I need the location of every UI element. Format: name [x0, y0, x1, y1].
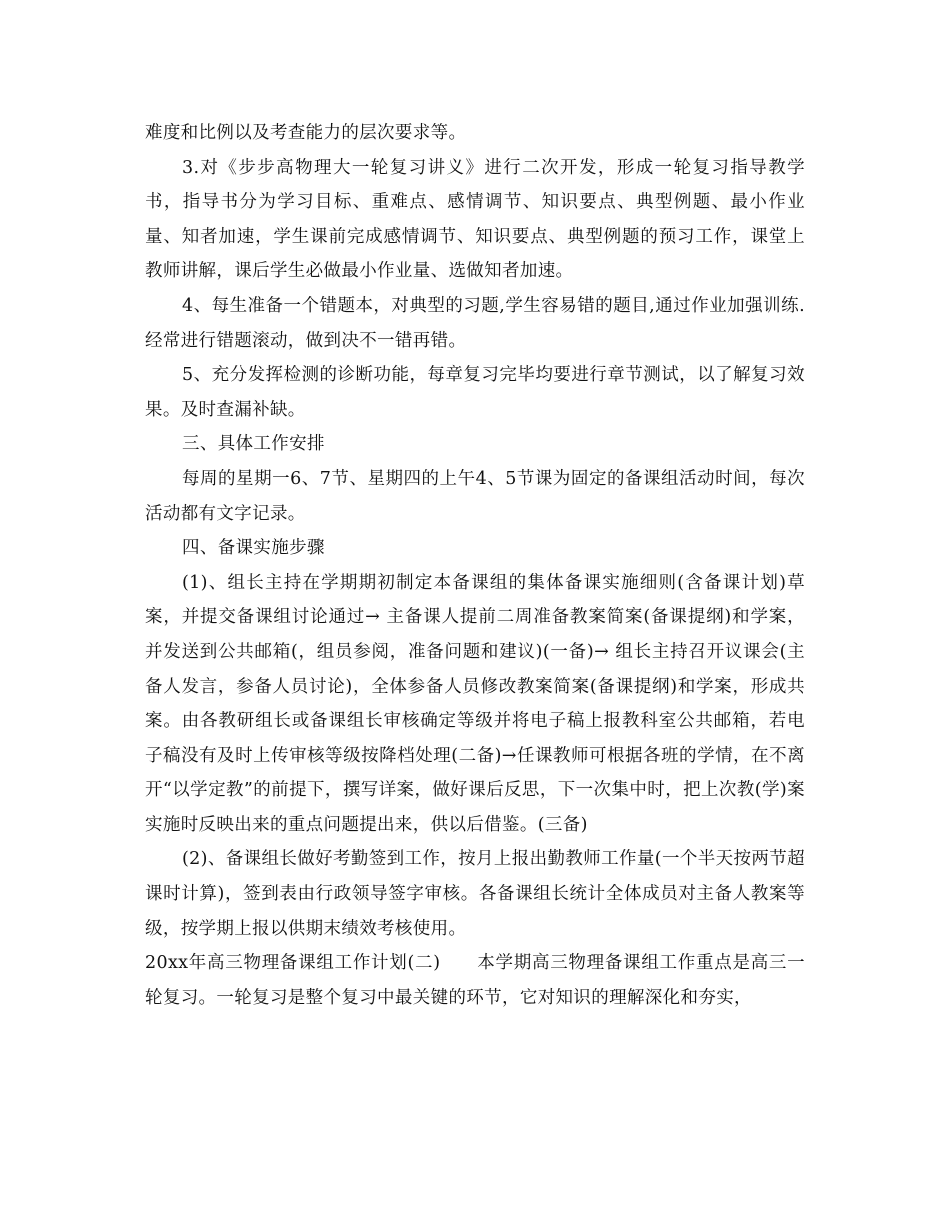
section-heading-4: 四、备课实施步骤 [182, 538, 325, 559]
paragraph-3: 4、每生准备一个错题本，对典型的习题,学生容易错的题目,通过作业加强训练.经常进行错题滚动，做到决不一错再错。 [145, 295, 805, 351]
paragraph-5: 每周的星期一6、7节、星期四的上午4、5节课为固定的备课组活动时间，每次活动都有文字记录。 [145, 468, 805, 524]
paragraph-7: (2)、备课组长做好考勤签到工作，按月上报出勤教师工作量(一个半天按两节超课时计算)，签到表由行政领导签字审核。各备课组长统计全体成员对主备人教案等级，按学期上报以供期末绩效考核使用。 [145, 849, 805, 939]
paragraph-1: 难度和比例以及考查能力的层次要求等。 [145, 123, 467, 143]
document-body [145, 116, 805, 1015]
paragraph-4: 5、充分发挥检测的诊断功能，每章复习完毕均要进行章节测试，以了解复习效果。及时查漏补缺。 [145, 365, 805, 420]
section-heading-3: 三、具体工作安排 [182, 434, 325, 455]
paragraph-6: (1)、组长主持在学期期初制定本备课组的集体备课实施细则(含备课计划)草案，并提交备课组讨论通过→ 主备课人提前二周准备教案简案(备课提纲)和学案，并发送到公共邮箱(，组员参阅，准备问题和建议)(一备)→ 组长主持召开议课会(主备人发言，参备人员讨论)，全体参备人员修改教案简案(备课提纲)和学案，形成共案。由各教研组长或备课组长审核确定等级并将电子稿上报教科室公共邮箱，若电子稿没有及时上传审核等级按降档处理(二备)→任课教师可根据各班的学情，在不离开“以学定教”的前提下，撰写详案，做好课后反思，下一次集中时，把上次教(学)案实施时反映出来的重点问题提出来，供以后借鉴。(三备) [145, 572, 805, 835]
paragraph-2: 3.对《步步高物理大一轮复习讲义》进行二次开发，形成一轮复习指导教学书，指导书分为学习目标、重难点、感情调节、知识要点、典型例题、最小作业量、知者加速，学生课前完成感情调节、知识要点、典型例题的预习工作，课堂上教师讲解，课后学生必做最小作业量、选做知者加速。 [145, 157, 805, 282]
paragraph-8: 20xx年高三物理备课组工作计划(二) 本学期高三物理备课组工作重点是高三一轮复习。一轮复习是整个复习中最关键的环节，它对知识的理解深化和夯实， [145, 953, 805, 1008]
